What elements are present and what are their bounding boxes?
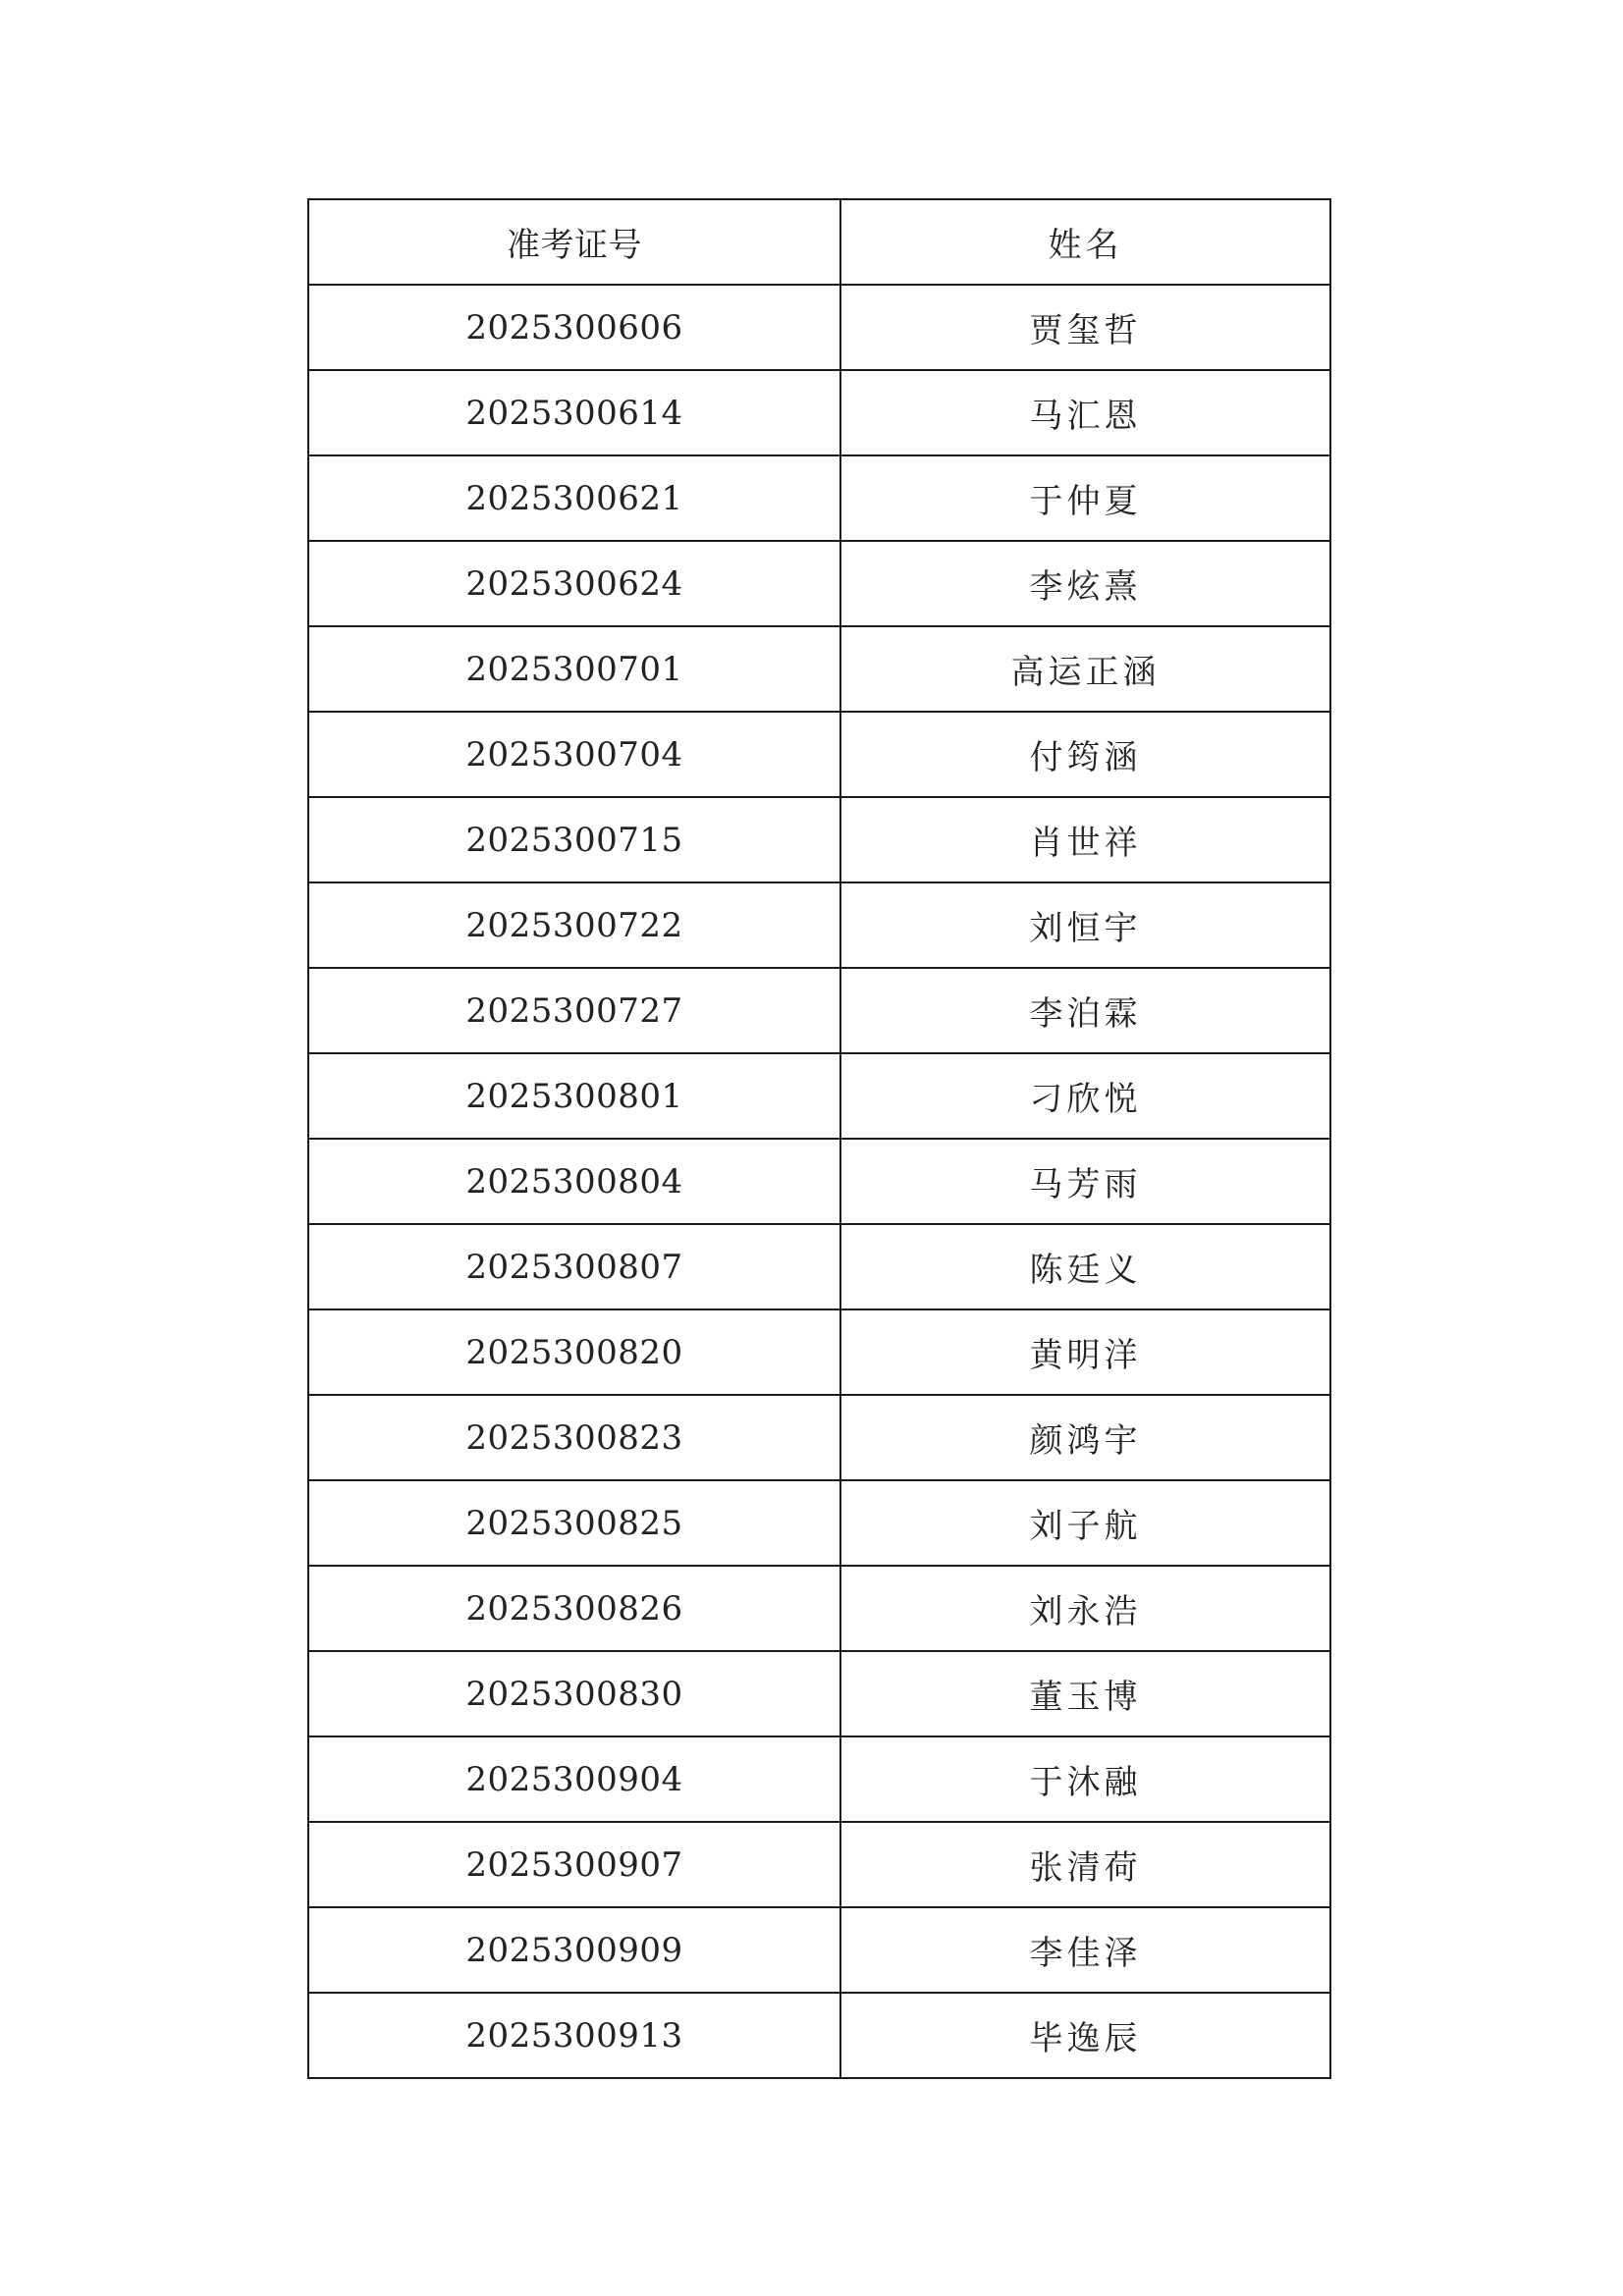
- student-name-cell: 刘恒宇: [840, 882, 1330, 968]
- exam-number-cell: 2025300621: [308, 455, 840, 541]
- exam-number-cell: 2025300606: [308, 285, 840, 370]
- student-name-cell: 毕逸辰: [840, 1993, 1330, 2078]
- student-name-cell: 高运正涵: [840, 626, 1330, 712]
- exam-number-cell: 2025300704: [308, 712, 840, 797]
- exam-number-cell: 2025300913: [308, 1993, 840, 2078]
- table-row: [308, 626, 1330, 712]
- exam-number-cell: 2025300820: [308, 1309, 840, 1395]
- table-row: [308, 1993, 1330, 2078]
- student-name-cell: 马汇恩: [840, 370, 1330, 455]
- table-row: [308, 370, 1330, 455]
- student-name-cell: 董玉博: [840, 1651, 1330, 1736]
- exam-number-cell: 2025300614: [308, 370, 840, 455]
- exam-number-cell: 2025300624: [308, 541, 840, 626]
- student-name-cell: 颜鸿宇: [840, 1395, 1330, 1480]
- student-name-cell: 刘永浩: [840, 1566, 1330, 1651]
- student-name-cell: 刁欣悦: [840, 1053, 1330, 1139]
- student-name-cell: 李泊霖: [840, 968, 1330, 1053]
- table-row: [308, 1822, 1330, 1907]
- table-row: [308, 1736, 1330, 1822]
- exam-number-cell: 2025300804: [308, 1139, 840, 1224]
- student-name-cell: 肖世祥: [840, 797, 1330, 882]
- table-header-row: [308, 199, 1330, 285]
- table-row: [308, 1139, 1330, 1224]
- student-name-cell: 贾玺哲: [840, 285, 1330, 370]
- student-name-cell: 陈廷义: [840, 1224, 1330, 1309]
- table-row: [308, 1395, 1330, 1480]
- student-name-cell: 于沐融: [840, 1736, 1330, 1822]
- header-exam-number: 准考证号: [308, 199, 840, 285]
- student-name-cell: 马芳雨: [840, 1139, 1330, 1224]
- table-row: [308, 1651, 1330, 1736]
- exam-number-cell: 2025300722: [308, 882, 840, 968]
- exam-number-cell: 2025300904: [308, 1736, 840, 1822]
- table-row: [308, 541, 1330, 626]
- exam-number-cell: 2025300715: [308, 797, 840, 882]
- student-name-cell: 张清荷: [840, 1822, 1330, 1907]
- table-row: [308, 285, 1330, 370]
- table-row: [308, 1907, 1330, 1993]
- candidate-table: [307, 198, 1331, 2079]
- table-row: [308, 1053, 1330, 1139]
- table-row: [308, 1480, 1330, 1566]
- table-row: [308, 1224, 1330, 1309]
- exam-number-cell: 2025300830: [308, 1651, 840, 1736]
- exam-number-cell: 2025300823: [308, 1395, 840, 1480]
- table-row: [308, 712, 1330, 797]
- student-name-cell: 李炫熹: [840, 541, 1330, 626]
- exam-number-cell: 2025300701: [308, 626, 840, 712]
- table-body: [308, 199, 1330, 2078]
- header-name: 姓名: [840, 199, 1330, 285]
- exam-number-cell: 2025300727: [308, 968, 840, 1053]
- exam-number-cell: 2025300826: [308, 1566, 840, 1651]
- student-name-cell: 刘子航: [840, 1480, 1330, 1566]
- exam-number-cell: 2025300801: [308, 1053, 840, 1139]
- student-name-cell: 于仲夏: [840, 455, 1330, 541]
- student-name-cell: 付筠涵: [840, 712, 1330, 797]
- exam-number-cell: 2025300907: [308, 1822, 840, 1907]
- exam-number-cell: 2025300825: [308, 1480, 840, 1566]
- exam-number-cell: 2025300807: [308, 1224, 840, 1309]
- student-name-cell: 黄明洋: [840, 1309, 1330, 1395]
- student-name-cell: 李佳泽: [840, 1907, 1330, 1993]
- table-row: [308, 1309, 1330, 1395]
- table-row: [308, 455, 1330, 541]
- table-row: [308, 797, 1330, 882]
- exam-number-cell: 2025300909: [308, 1907, 840, 1993]
- table-row: [308, 1566, 1330, 1651]
- table-row: [308, 968, 1330, 1053]
- table-row: [308, 882, 1330, 968]
